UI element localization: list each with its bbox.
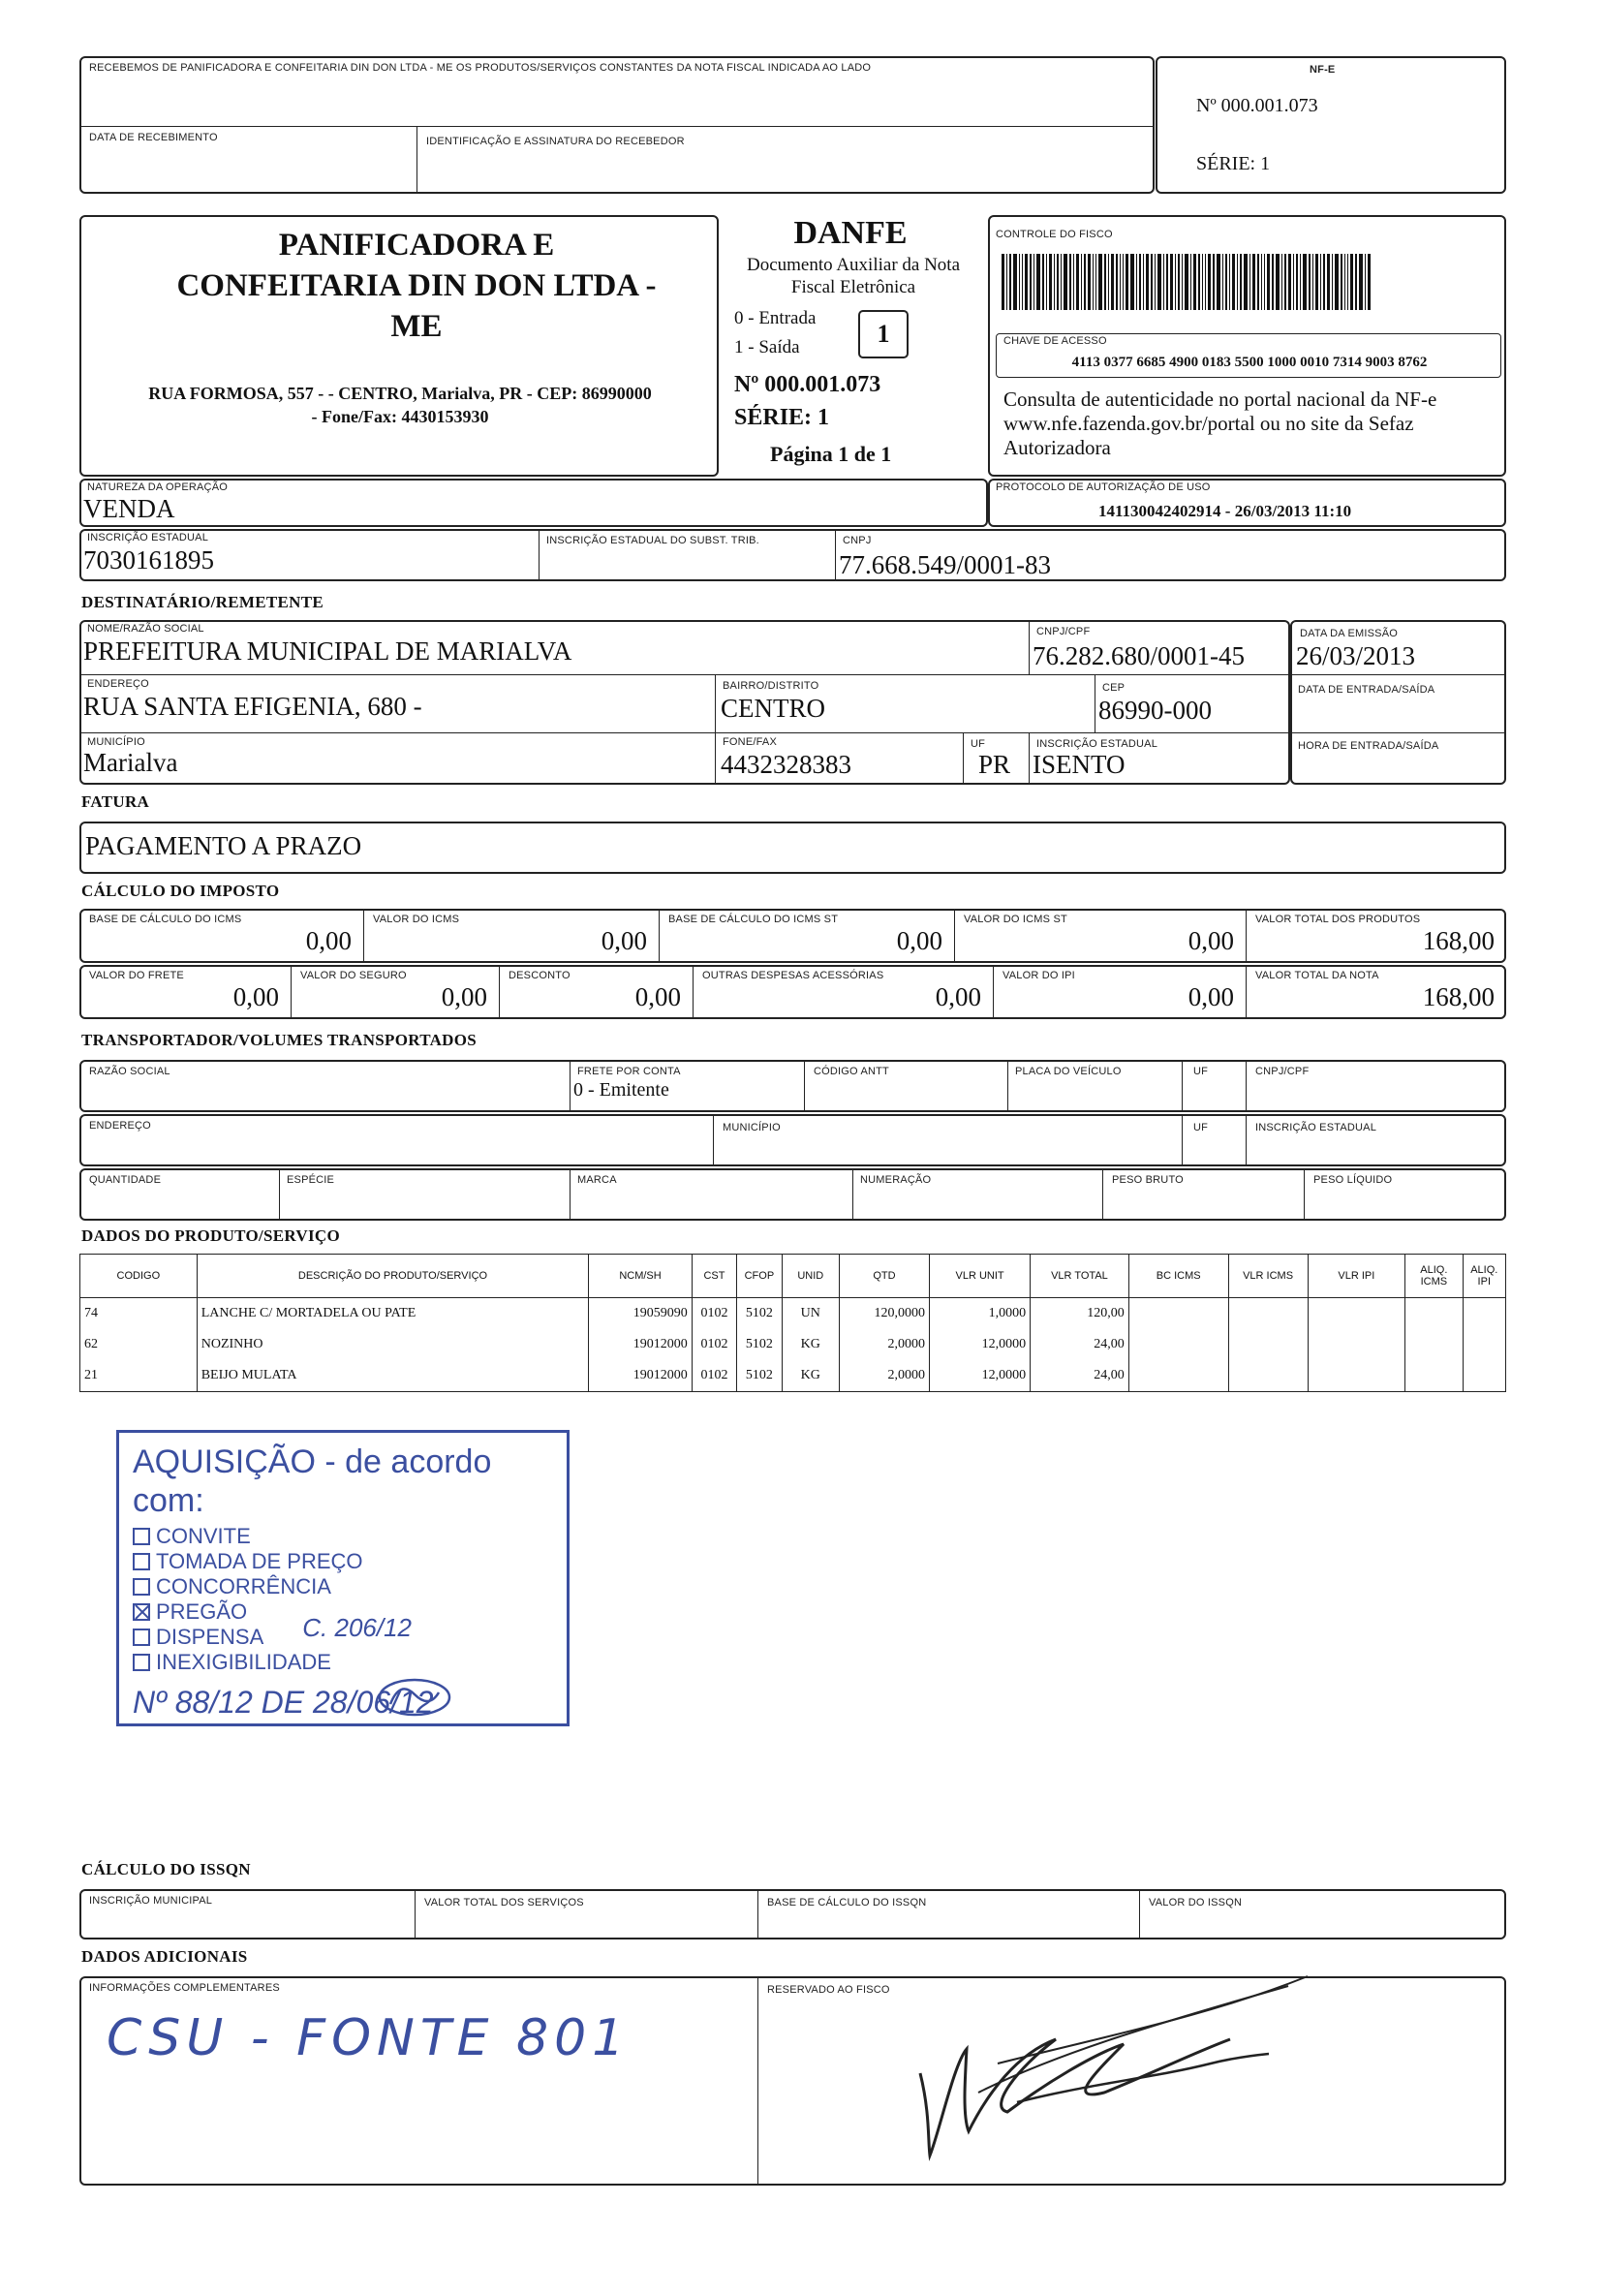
table-cell: 5102 <box>737 1329 782 1360</box>
table-cell: 19012000 <box>589 1329 693 1360</box>
imposto-value: 168,00 <box>1422 926 1495 955</box>
imposto-value: 0,00 <box>896 926 942 955</box>
transp-numeracao-label: NUMERAÇÃO <box>860 1174 932 1186</box>
stamp-item-convite <box>133 1524 553 1549</box>
transp-municipio-label: MUNICÍPIO <box>723 1122 781 1133</box>
table-cell: 19059090 <box>589 1298 693 1330</box>
table-cell: 21 <box>80 1360 198 1392</box>
table-cell: 24,00 <box>1031 1360 1129 1392</box>
issqn-label-0: INSCRIÇÃO MUNICIPAL <box>89 1895 213 1907</box>
danfe-numero: Nº 000.001.073 <box>734 372 881 397</box>
dest-ie: ISENTO <box>1033 750 1126 779</box>
danfe-saida: 1 - Saída <box>734 337 800 357</box>
transp-quantidade-label: QUANTIDADE <box>89 1174 162 1186</box>
transp-marca-label: MARCA <box>577 1174 617 1186</box>
table-cell <box>1228 1329 1308 1360</box>
imposto-value: 0,00 <box>935 982 981 1011</box>
table-cell: KG <box>782 1360 839 1392</box>
produtos-header-cell: ALIQ. ICMS <box>1405 1255 1463 1298</box>
issqn-label-2: BASE DE CÁLCULO DO ISSQN <box>767 1897 927 1908</box>
data-recebimento-label: DATA DE RECEBIMENTO <box>89 132 218 143</box>
transp-v2 <box>804 1060 805 1112</box>
produtos-header-cell: VLR ICMS <box>1228 1255 1308 1298</box>
stamp-initials-icon <box>371 1675 458 1720</box>
imposto-label: VALOR DO ICMS ST <box>964 914 1067 925</box>
ie-label: INSCRIÇÃO ESTADUAL <box>87 532 209 543</box>
table-cell: 1,0000 <box>930 1298 1031 1330</box>
dest-date-hline-1 <box>1290 674 1506 675</box>
produtos-header-cell: NCM/SH <box>589 1255 693 1298</box>
transp-especie-label: ESPÉCIE <box>287 1174 335 1186</box>
table-cell: 2,0000 <box>839 1329 929 1360</box>
transp-frete-label: FRETE POR CONTA <box>577 1066 681 1077</box>
imposto-label: OUTRAS DESPESAS ACESSÓRIAS <box>702 970 884 981</box>
danfe-pagina: Página 1 de 1 <box>770 442 892 466</box>
produtos-header-cell: VLR TOTAL <box>1031 1255 1129 1298</box>
dest-entrada-saida-label: DATA DE ENTRADA/SAÍDA <box>1298 684 1435 696</box>
issqn-v2 <box>757 1889 758 1939</box>
imposto-label: DESCONTO <box>509 970 571 981</box>
stamp-item-inexigibilidade <box>133 1650 553 1675</box>
imposto-label: VALOR TOTAL DA NOTA <box>1255 970 1379 981</box>
dest-fone-label: FONE/FAX <box>723 736 777 748</box>
danfe-entrada: 0 - Entrada <box>734 308 817 328</box>
stamp-item-label: CONCORRÊNCIA <box>156 1574 331 1598</box>
chave-acesso: 4113 0377 6685 4900 0183 5500 1000 0010 7314 9003 8762 <box>1071 355 1428 370</box>
produtos-header-cell: CFOP <box>737 1255 782 1298</box>
table-cell <box>1308 1298 1405 1330</box>
dest-nome-label: NOME/RAZÃO SOCIAL <box>87 623 204 635</box>
table-cell <box>1308 1360 1405 1392</box>
dest-fone: 4432328383 <box>721 750 851 779</box>
imposto-value: 0,00 <box>305 926 352 955</box>
stamp-item-tomada <box>133 1549 553 1574</box>
imposto-label: BASE DE CÁLCULO DO ICMS <box>89 914 242 925</box>
transp-v6 <box>713 1114 714 1166</box>
transp-ie-label: INSCRIÇÃO ESTADUAL <box>1255 1122 1377 1133</box>
canhoto-numero: Nº 000.001.073 <box>1196 95 1318 116</box>
dest-municipio-label: MUNICÍPIO <box>87 736 145 748</box>
table-cell: 5102 <box>737 1298 782 1330</box>
issqn-v1 <box>415 1889 416 1939</box>
dest-endereco: RUA SANTA EFIGENIA, 680 - <box>83 692 422 721</box>
transp-v5 <box>1246 1060 1247 1112</box>
chave-label: CHAVE DE ACESSO <box>1003 335 1107 347</box>
dest-vline-1 <box>1029 620 1030 674</box>
ie-value: 7030161895 <box>83 545 214 574</box>
imposto-value: 0,00 <box>601 926 647 955</box>
produtos-header-cell: VLR IPI <box>1308 1255 1405 1298</box>
dest-hline-1 <box>79 674 1290 675</box>
danfe-title: DANFE <box>793 215 908 251</box>
table-cell <box>1463 1298 1505 1330</box>
cnpj-value: 77.668.549/0001-83 <box>839 550 1051 579</box>
ie-box <box>79 529 1506 581</box>
imposto-label: VALOR DO IPI <box>1002 970 1075 981</box>
transp-v13 <box>1304 1168 1305 1221</box>
checkbox-icon <box>133 1528 150 1545</box>
issqn-section: CÁLCULO DO ISSQN <box>81 1860 251 1878</box>
imposto-value: 0,00 <box>1188 982 1234 1011</box>
natureza-value: VENDA <box>83 494 175 523</box>
dest-uf-label: UF <box>971 738 986 750</box>
table-row <box>80 1329 1506 1360</box>
transp-uf2-label: UF <box>1193 1122 1209 1133</box>
emitente-nome: PANIFICADORA E CONFEITARIA DIN DON LTDA - ME <box>176 228 657 344</box>
dest-vline-2 <box>715 674 716 785</box>
produtos-section: DADOS DO PRODUTO/SERVIÇO <box>81 1226 340 1245</box>
dest-emissao: 26/03/2013 <box>1296 641 1416 670</box>
transp-peso-liquido-label: PESO LÍQUIDO <box>1313 1174 1393 1186</box>
produtos-header-cell: CST <box>692 1255 736 1298</box>
produtos-body <box>80 1298 1506 1392</box>
table-row <box>80 1360 1506 1392</box>
dest-emissao-label: DATA DA EMISSÃO <box>1300 628 1399 639</box>
adicionais-divider <box>757 1976 758 2186</box>
transp-v3 <box>1007 1060 1008 1112</box>
transp-peso-bruto-label: PESO BRUTO <box>1112 1174 1184 1186</box>
imposto-label: BASE DE CÁLCULO DO ICMS ST <box>668 914 839 925</box>
transp-v9 <box>279 1168 280 1221</box>
danfe-subtitle: Documento Auxiliar da Nota Fiscal Eletrônica <box>746 255 961 297</box>
transp-razao-label: RAZÃO SOCIAL <box>89 1066 170 1077</box>
protocolo-value: 141130042402914 - 26/03/2013 11:10 <box>1098 502 1352 520</box>
transp-v12 <box>1102 1168 1103 1221</box>
table-cell <box>1405 1298 1463 1330</box>
transp-antt-label: CÓDIGO ANTT <box>814 1066 889 1077</box>
checked-checkbox-icon <box>133 1603 150 1621</box>
issqn-v3 <box>1139 1889 1140 1939</box>
dest-bairro: CENTRO <box>721 694 825 723</box>
table-cell <box>1405 1360 1463 1392</box>
dest-date-hline-2 <box>1290 732 1506 733</box>
table-cell: 0102 <box>692 1360 736 1392</box>
table-cell <box>1128 1298 1228 1330</box>
imposto-value: 0,00 <box>1188 926 1234 955</box>
table-cell: 12,0000 <box>930 1360 1031 1392</box>
table-cell: 0102 <box>692 1298 736 1330</box>
table-cell: 74 <box>80 1298 198 1330</box>
emitente-fone: - Fone/Fax: 4430153930 <box>311 407 489 426</box>
stamp-item-label: INEXIGIBILIDADE <box>156 1650 331 1674</box>
imposto-value: 0,00 <box>232 982 279 1011</box>
destinatario-section: DESTINATÁRIO/REMETENTE <box>81 593 324 611</box>
nfe-label: NF-E <box>1310 64 1336 76</box>
canhoto-box <box>79 56 1155 194</box>
table-cell <box>1128 1329 1228 1360</box>
adicionais-section: DADOS ADICIONAIS <box>81 1947 248 1966</box>
transp-v7 <box>1182 1114 1183 1166</box>
table-cell: 19012000 <box>589 1360 693 1392</box>
imposto-label: VALOR TOTAL DOS PRODUTOS <box>1255 914 1421 925</box>
checkbox-icon <box>133 1553 150 1570</box>
stamp-item-label: DISPENSA <box>156 1625 264 1649</box>
dest-municipio: Marialva <box>83 748 178 777</box>
cnpj-label: CNPJ <box>843 535 872 546</box>
produtos-table <box>79 1254 1506 1392</box>
produtos-header-cell: UNID <box>782 1255 839 1298</box>
dest-endereco-label: ENDEREÇO <box>87 678 149 690</box>
danfe-serie: SÉRIE: 1 <box>734 405 830 430</box>
natureza-label: NATUREZA DA OPERAÇÃO <box>87 481 228 493</box>
imposto-value: 0,00 <box>441 982 487 1011</box>
barcode <box>1002 254 1496 310</box>
produtos-header-cell: VLR UNIT <box>930 1255 1031 1298</box>
dest-vline-5 <box>1029 732 1030 785</box>
ie-st-label: INSCRIÇÃO ESTADUAL DO SUBST. TRIB. <box>546 535 759 546</box>
table-cell: 24,00 <box>1031 1329 1129 1360</box>
info-handwritten: CSU - FONTE 801 <box>107 2009 631 2067</box>
transp-endereco-label: ENDEREÇO <box>89 1120 151 1132</box>
table-cell <box>1228 1298 1308 1330</box>
canhoto-divider <box>79 126 1155 127</box>
fatura-section: FATURA <box>81 792 150 811</box>
stamp-item-label: PREGÃO <box>156 1599 248 1624</box>
table-cell: 12,0000 <box>930 1329 1031 1360</box>
imposto-value: 168,00 <box>1422 982 1495 1011</box>
ie-divider-1 <box>539 529 540 581</box>
produtos-header-cell: BC ICMS <box>1128 1255 1228 1298</box>
controle-fisco-label: CONTROLE DO FISCO <box>996 229 1113 240</box>
dest-ie-label: INSCRIÇÃO ESTADUAL <box>1036 738 1158 750</box>
protocolo-label: PROTOCOLO DE AUTORIZAÇÃO DE USO <box>996 481 1211 493</box>
checkbox-icon <box>133 1578 150 1596</box>
transp-v4 <box>1182 1060 1183 1112</box>
table-cell: 2,0000 <box>839 1360 929 1392</box>
issqn-label-3: VALOR DO ISSQN <box>1149 1897 1243 1908</box>
table-cell <box>1308 1329 1405 1360</box>
transp-v11 <box>852 1168 853 1221</box>
dest-vline-4 <box>963 732 964 785</box>
issqn-label-1: VALOR TOTAL DOS SERVIÇOS <box>424 1897 584 1908</box>
imposto-section: CÁLCULO DO IMPOSTO <box>81 882 280 900</box>
produtos-header-cell: QTD <box>839 1255 929 1298</box>
table-cell: 62 <box>80 1329 198 1360</box>
dest-cnpj-label: CNPJ/CPF <box>1036 626 1091 637</box>
dest-cep: 86990-000 <box>1098 696 1212 725</box>
dest-hline-2 <box>79 732 1290 733</box>
table-cell <box>1228 1360 1308 1392</box>
fisco-label: RESERVADO AO FISCO <box>767 1984 890 1996</box>
table-cell: 0102 <box>692 1329 736 1360</box>
info-label: INFORMAÇÕES COMPLEMENTARES <box>89 1982 280 1994</box>
checkbox-icon <box>133 1654 150 1671</box>
transp-uf-label: UF <box>1193 1066 1209 1077</box>
ie-divider-2 <box>835 529 836 581</box>
transp-placa-label: PLACA DO VEÍCULO <box>1015 1066 1122 1077</box>
stamp-item-concorrencia <box>133 1574 553 1599</box>
transp-v1 <box>570 1060 571 1112</box>
imposto-label: VALOR DO ICMS <box>373 914 460 925</box>
stamp-item-dispensa <box>133 1613 553 1650</box>
stamp-item-label: TOMADA DE PREÇO <box>156 1549 363 1573</box>
produtos-header-row <box>80 1255 1506 1298</box>
imposto-label: VALOR DO SEGURO <box>300 970 407 981</box>
dest-nome: PREFEITURA MUNICIPAL DE MARIALVA <box>83 636 572 666</box>
imposto-value: 0,00 <box>634 982 681 1011</box>
table-cell: NOZINHO <box>197 1329 589 1360</box>
transp-cnpj-label: CNPJ/CPF <box>1255 1066 1310 1077</box>
stamp-title: AQUISIÇÃO - de acordo com: <box>133 1443 492 1519</box>
transp-frete: 0 - Emitente <box>573 1079 669 1101</box>
table-cell: KG <box>782 1329 839 1360</box>
canhoto-vdivider <box>416 126 417 194</box>
aquisicao-stamp <box>116 1430 570 1726</box>
pregao-ref: C. 206/12 <box>302 1613 413 1642</box>
checkbox-icon <box>133 1629 150 1646</box>
dest-cnpj: 76.282.680/0001-45 <box>1033 641 1245 670</box>
produtos-header-cell: DESCRIÇÃO DO PRODUTO/SERVIÇO <box>197 1255 589 1298</box>
stamp-numero: Nº 88/12 DE 28/06/12 <box>133 1685 434 1720</box>
dest-cep-label: CEP <box>1102 682 1126 694</box>
transportador-section: TRANSPORTADOR/VOLUMES TRANSPORTADOS <box>81 1031 478 1049</box>
fatura-text: PAGAMENTO A PRAZO <box>85 831 362 860</box>
table-cell: 120,0000 <box>839 1298 929 1330</box>
dest-bairro-label: BAIRRO/DISTRITO <box>723 680 819 692</box>
canhoto-serie: SÉRIE: 1 <box>1196 153 1271 174</box>
produtos-header-cell: CODIGO <box>80 1255 198 1298</box>
canhoto-text: RECEBEMOS DE PANIFICADORA E CONFEITARIA DIN DON LTDA - ME OS PRODUTOS/SERVIÇOS CONSTANTES DA NOTA FISCAL INDICADA AO LADO <box>89 62 872 74</box>
danfe-tipo-box: 1 <box>858 310 909 358</box>
dest-uf: PR <box>978 750 1011 779</box>
produtos-header-cell: ALIQ. IPI <box>1463 1255 1505 1298</box>
table-cell: LANCHE C/ MORTADELA OU PATE <box>197 1298 589 1330</box>
table-cell: BEIJO MULATA <box>197 1360 589 1392</box>
table-cell: UN <box>782 1298 839 1330</box>
emitente-endereco: RUA FORMOSA, 557 - - CENTRO, Marialva, PR - CEP: 86990000 <box>148 384 652 403</box>
transp-v10 <box>570 1168 571 1221</box>
table-cell <box>1463 1360 1505 1392</box>
identificacao-label: IDENTIFICAÇÃO E ASSINATURA DO RECEBEDOR <box>426 136 685 147</box>
table-cell: 120,00 <box>1031 1298 1129 1330</box>
imposto-label: VALOR DO FRETE <box>89 970 184 981</box>
table-cell <box>1463 1329 1505 1360</box>
table-cell <box>1405 1329 1463 1360</box>
stamp-item-label: CONVITE <box>156 1524 251 1548</box>
dest-hora-label: HORA DE ENTRADA/SAÍDA <box>1298 740 1439 752</box>
consulta-text: Consulta de autenticidade no portal nacional da NF-e www.nfe.fazenda.gov.br/portal ou no site da Sefaz Autorizadora <box>1003 388 1437 459</box>
table-cell: 5102 <box>737 1360 782 1392</box>
table-cell <box>1128 1360 1228 1392</box>
table-row <box>80 1298 1506 1330</box>
transp-v8 <box>1246 1114 1247 1166</box>
signature-icon <box>901 1947 1443 2180</box>
